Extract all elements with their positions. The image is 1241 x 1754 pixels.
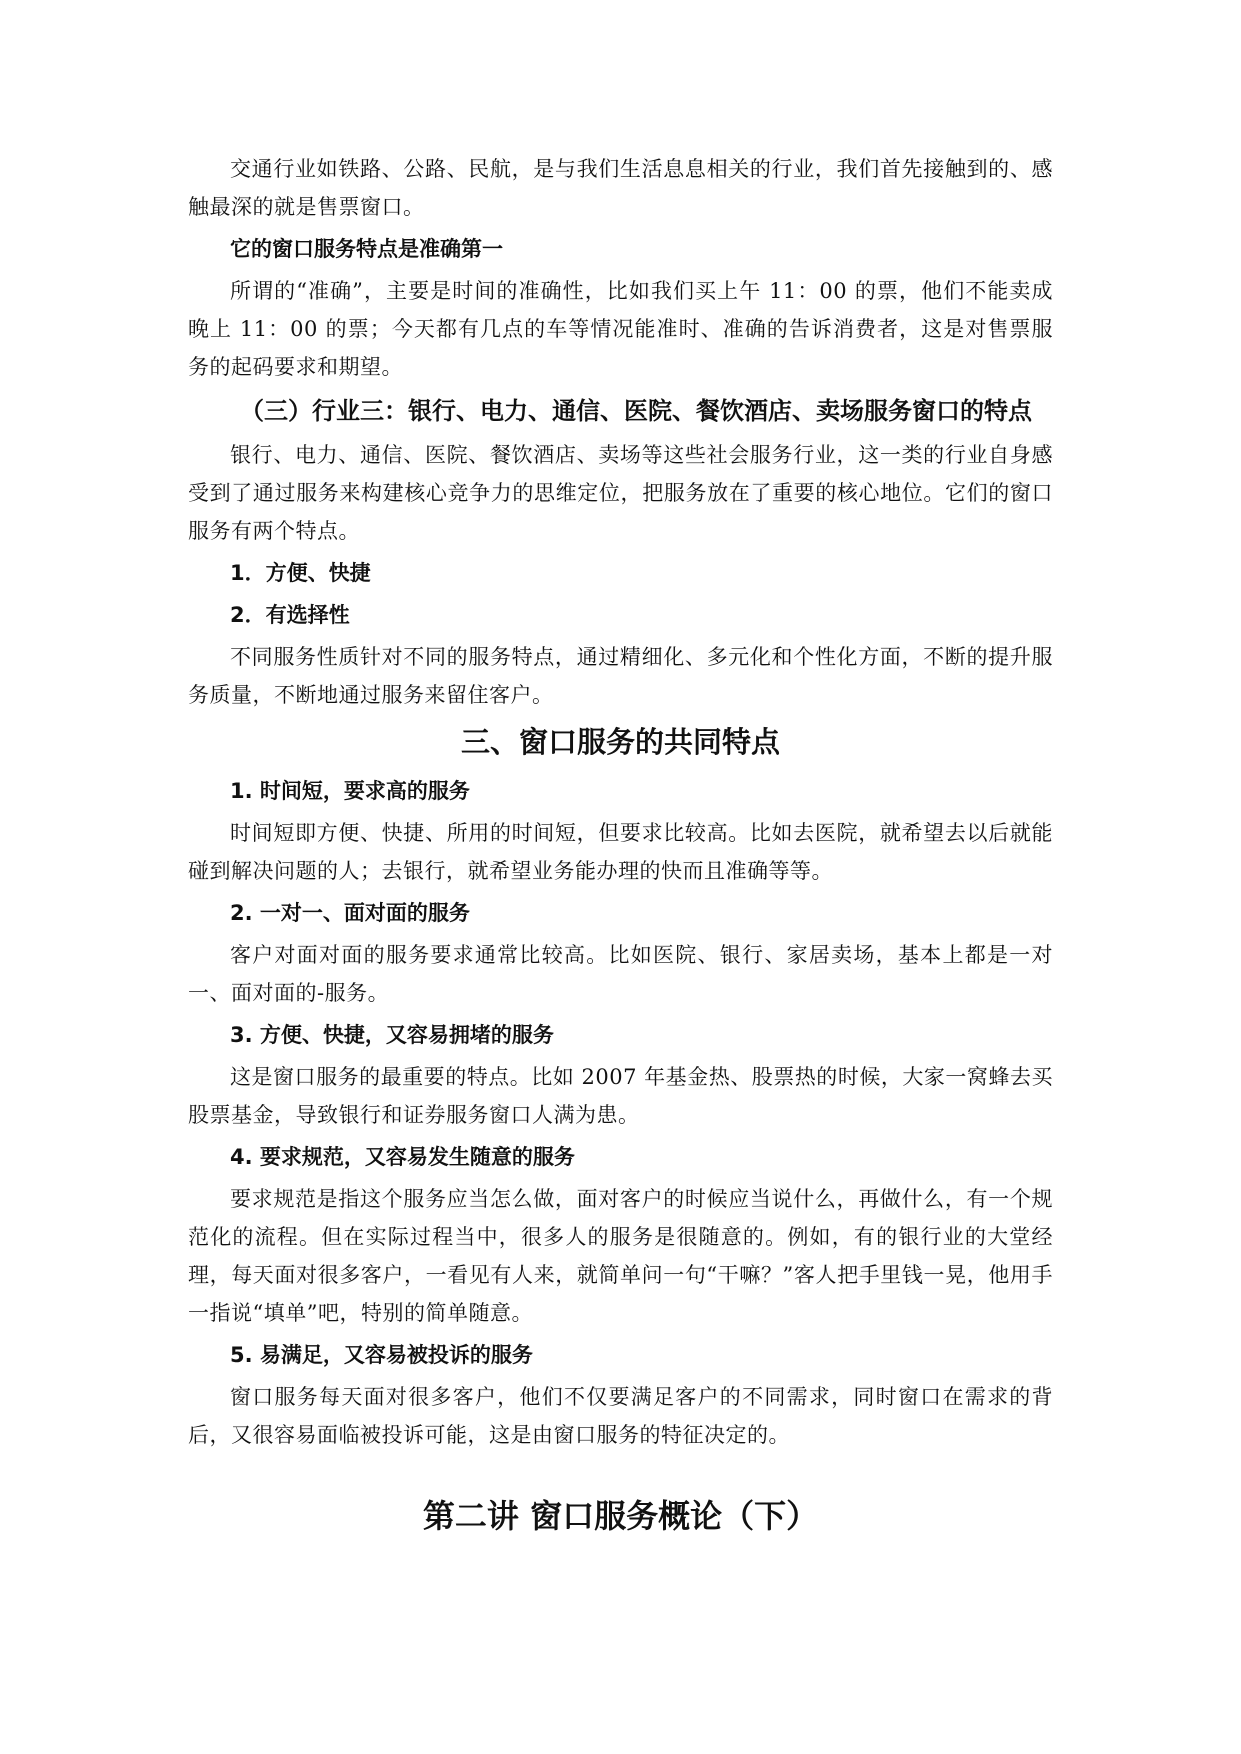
subheading-feature-1: 1. 时间短，要求高的服务 — [230, 779, 470, 803]
paragraph-accuracy: 所谓的“准确”，主要是时间的准确性，比如我们买上午 11：00 的票，他们不能卖成晚上 11：00 的票；今天都有几点的车等情况能准时、准确的告诉消费者，这是对售票服务的起码要求和期望。 — [188, 279, 1053, 379]
paragraph-ticket-window: 交通行业如铁路、公路、民航，是与我们生活息息相关的行业，我们首先接触到的、感触最深的就是售票窗口。 — [188, 157, 1053, 219]
subheading-feature-2: 2. 一对一、面对面的服务 — [230, 901, 470, 925]
subheading-feature-4: 4. 要求规范，又容易发生随意的服务 — [230, 1145, 575, 1169]
paragraph-feature-1: 时间短即方便、快捷、所用的时间短，但要求比较高。比如去医院，就希望去以后就能碰到解决问题的人；去银行，就希望业务能办理的快而且准确等等。 — [188, 821, 1053, 883]
list-item-convenient-fast: 1．方便、快捷 — [230, 561, 371, 585]
section-heading-industry-three: （三）行业三：银行、电力、通信、医院、餐饮酒店、卖场服务窗口的特点 — [240, 397, 1032, 425]
subheading-accuracy-first: 它的窗口服务特点是准确第一 — [230, 237, 503, 261]
list-item-selectivity: 2．有选择性 — [230, 603, 350, 627]
subheading-feature-3: 3. 方便、快捷，又容易拥堵的服务 — [230, 1023, 554, 1047]
paragraph-feature-2: 客户对面对面的服务要求通常比较高。比如医院、银行、家居卖场，基本上都是一对一、面对面的-服务。 — [188, 943, 1053, 1005]
subheading-feature-5: 5. 易满足，又容易被投诉的服务 — [230, 1343, 533, 1367]
paragraph-service-quality: 不同服务性质针对不同的服务特点，通过精细化、多元化和个性化方面，不断的提升服务质量，不断地通过服务来留住客户。 — [188, 645, 1053, 707]
chapter-title: 第二讲 窗口服务概论（下） — [422, 1497, 819, 1535]
paragraph-industry-three: 银行、电力、通信、医院、餐饮酒店、卖场等这些社会服务行业，这一类的行业自身感受到了通过服务来构建核心竞争力的思维定位，把服务放在了重要的核心地位。它们的窗口服务有两个特点。 — [188, 443, 1053, 543]
paragraph-feature-3: 这是窗口服务的最重要的特点。比如 2007 年基金热、股票热的时候，大家一窝蜂去买股票基金，导致银行和证券服务窗口人满为患。 — [188, 1065, 1053, 1127]
heading-common-features: 三、窗口服务的共同特点 — [460, 725, 780, 759]
document-page — [188, 150, 1053, 1542]
paragraph-feature-5: 窗口服务每天面对很多客户，他们不仅要满足客户的不同需求，同时窗口在需求的背后，又很容易面临被投诉可能，这是由窗口服务的特征决定的。 — [188, 1385, 1053, 1447]
paragraph-feature-4: 要求规范是指这个服务应当怎么做，面对客户的时候应当说什么，再做什么，有一个规范化的流程。但在实际过程当中，很多人的服务是很随意的。例如，有的银行业的大堂经理，每天面对很多客户，一看见有人来，就简单问一句“干嘛？”客人把手里钱一晃，他用手一指说“填单”吧，特别的简单随意。 — [188, 1187, 1053, 1325]
